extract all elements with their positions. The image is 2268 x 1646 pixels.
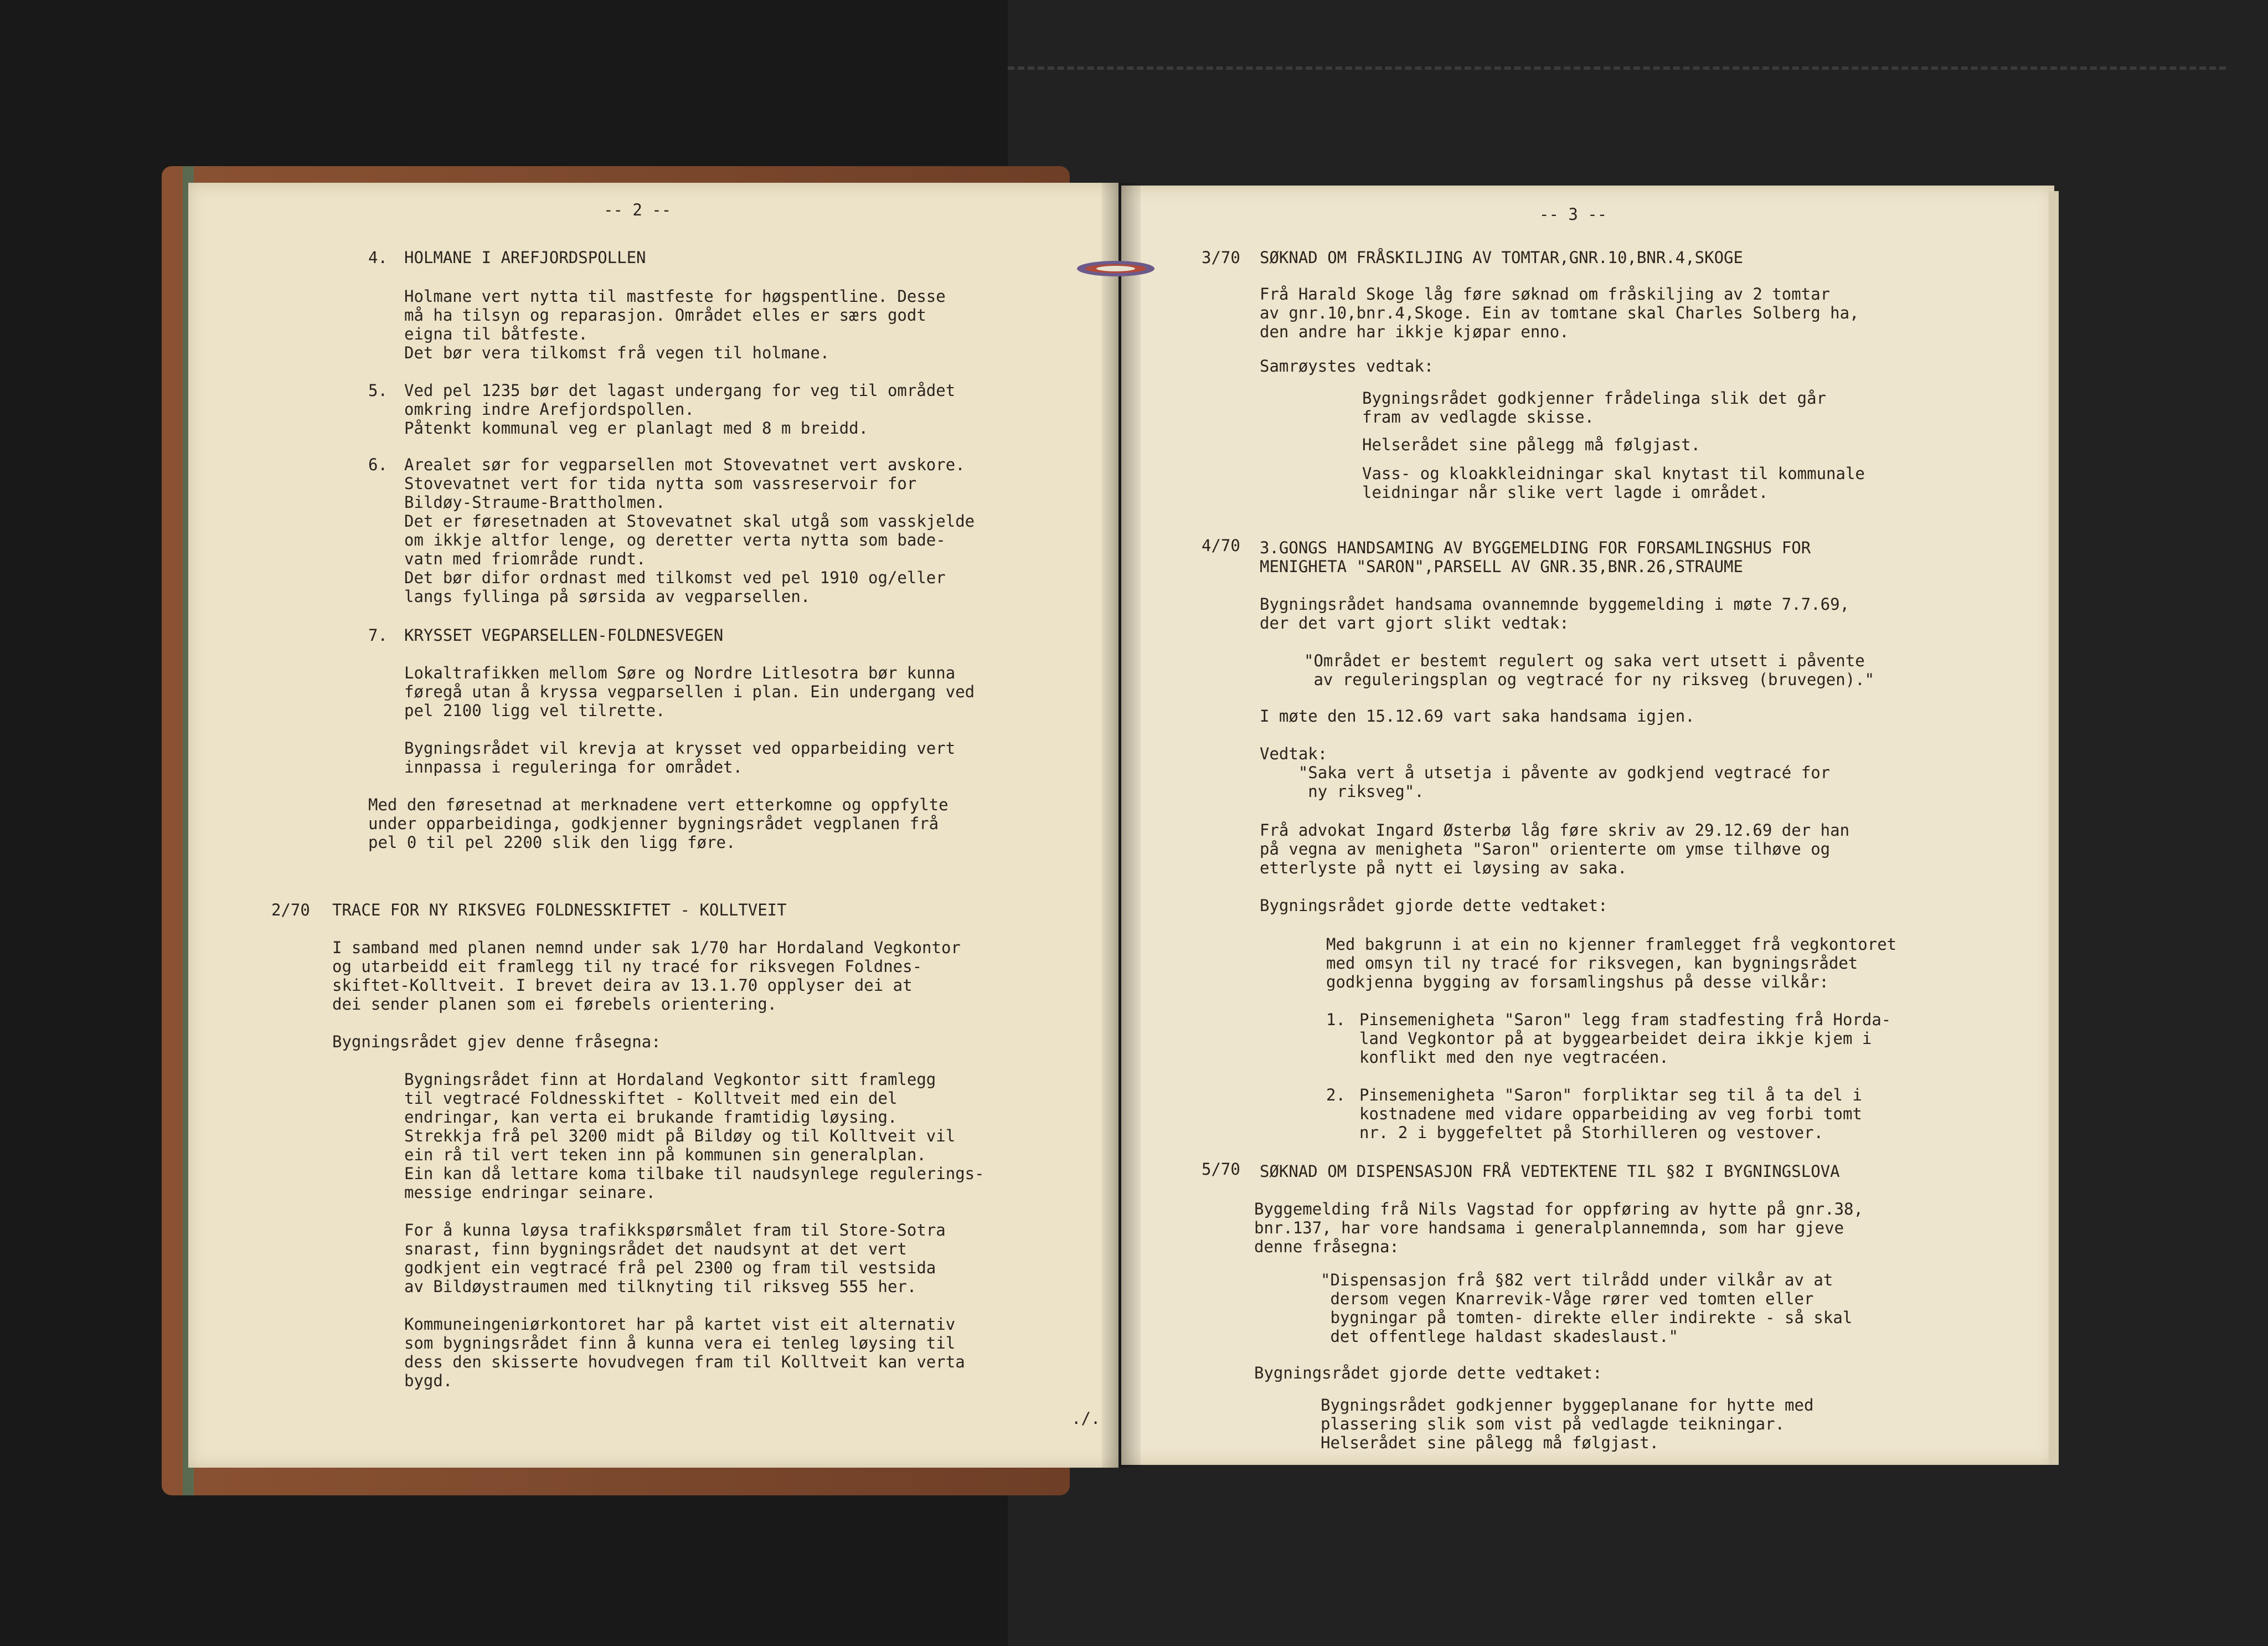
book-gutter (1102, 183, 1141, 1468)
paragraph: Vass- og kloakkleidningar skal knytast til kommunale leidningar når slike vert lagde i området. (1362, 464, 1865, 502)
dashed-ruler-line (1008, 66, 2226, 70)
paragraph: Bygningsrådet gjev denne fråsegna: (332, 1032, 661, 1051)
paragraph: Frå advokat Ingard Østerbø låg føre skriv av 29.12.69 der han på vegna av menigheta "Saron" orienterte om ymse tilhøve og etterlyste på nytt ei løysing av saka. (1260, 821, 1850, 877)
case-number: 3/70 (1202, 248, 1240, 267)
case-heading: 3.GONGS HANDSAMING AV BYGGEMELDING FOR FORSAMLINGSHUS FOR MENIGHETA "SARON",PARSELL AV GNR.35,BNR.26,STRAUME (1260, 538, 1811, 576)
item-number: 1. (1326, 1010, 1346, 1029)
paragraph: Helserådet sine pålegg må følgjast. (1362, 435, 1701, 454)
paragraph: Bygningsrådet godkjenner byggeplanane for hytte med plassering slik som vist på vedlagde teikningar. Helserådet sine pålegg må følgjast. (1321, 1396, 1814, 1452)
paragraph: For å kunna løysa trafikkspørsmålet fram til Store-Sotra snarast, finn bygningsrådet det naudsynt at det vert godkjent ein vegtracé frå pel 2300 og fram til vestsida av Bildøystraumen med tilknyting til riksveg 555 her. (404, 1221, 946, 1296)
paragraph: Lokaltrafikken mellom Søre og Nordre Litlesotra bør kunna føregå utan å kryssa vegparsellen i plan. Ein undergang ved pel 2100 ligg vel tilrette. (404, 663, 975, 720)
case-number: 2/70 (271, 901, 310, 919)
case-heading: SØKNAD OM FRÅSKILJING AV TOMTAR,GNR.10,BNR.4,SKOGE (1260, 248, 1743, 267)
case-number: 5/70 (1202, 1160, 1240, 1179)
paragraph: Arealet sør for vegparsellen mot Stovevatnet vert avskore. Stovevatnet vert for tida nytta som vassreservoir for Bildøy-Straume-Brattholmen. Det er føresetnaden at Stovevatnet skal utgå som vasskjelde om ikkje altfor lenge, og deretter verta nytta som bade- vatn med friområde rundt. Det bør difor ordnast med tilkomst ved pel 1910 og/eller langs fyllinga på sørsida av vegparsellen. (404, 455, 975, 606)
paragraph: Med den føresetnad at merknadene vert etterkomne og oppfylte under opparbeidinga, godkjenner bygningsrådet vegplanen frå pel 0 til pel 2200 slik den ligg føre. (368, 795, 949, 852)
paragraph: Ved pel 1235 bør det lagast undergang for veg til området omkring indre Arefjordspollen. Påtenkt kommunal veg er planlagt med 8 m breidd. (404, 381, 956, 438)
paragraph: Byggemelding frå Nils Vagstad for oppføring av hytte på gnr.38, bnr.137, har vore handsama i generalplannemnda, som har gjeve denne fråsegna: (1254, 1200, 1863, 1256)
section-heading: KRYSSET VEGPARSELLEN-FOLDNESVEGEN (404, 626, 724, 645)
item-number: 4. (368, 248, 388, 267)
paragraph: "Dispensasjon frå §82 vert tilrådd under vilkår av at dersom vegen Knarrevik-Våge rører ved tomten eller bygningar på tomten- direkte eller indirekte - så skal det offentlege haldast skadeslaust." (1321, 1270, 1853, 1346)
paragraph: I møte den 15.12.69 vart saka handsama igjen. (1260, 707, 1695, 726)
paragraph: Holmane vert nytta til mastfeste for høgspentline. Desse må ha tilsyn og reparasjon. Området elles er særs godt eigna til båtfeste. Det bør vera tilkomst frå vegen til holmane. (404, 287, 946, 362)
paragraph: Pinsemenigheta "Saron" forpliktar seg til å ta del i kostnadene med vidare opparbeiding av veg forbi tomt nr. 2 i byggefeltet på Storhilleren og vestover. (1359, 1086, 1862, 1142)
paragraph: Bygningsrådet handsama ovannemnde byggemelding i møte 7.7.69, der det vart gjort slikt vedtak: (1260, 595, 1850, 632)
paragraph: Bygningsrådet gjorde dette vedtaket: (1254, 1364, 1602, 1382)
item-number: 5. (368, 381, 388, 400)
paragraph: Frå Harald Skoge låg føre søknad om fråskiljing av 2 tomtar av gnr.10,bnr.4,Skoge. Ein av tomtane skal Charles Solberg ha, den andre har ikkje kjøpar enno. (1260, 285, 1859, 341)
page-number-left: -- 2 -- (604, 200, 672, 219)
paragraph: Kommuneingeniørkontoret har på kartet vist eit alternativ som bygningsrådet finn å kunna vera ei tenleg løysing til dess den skisserte hovudvegen fram til Kolltveit kan verta bygd. (404, 1315, 965, 1390)
item-number: 2. (1326, 1086, 1346, 1104)
section-heading: HOLMANE I AREFJORDSPOLLEN (404, 248, 646, 267)
item-number: 6. (368, 455, 388, 474)
binding-thread-icon (1069, 252, 1163, 285)
item-number: 7. (368, 626, 388, 645)
paragraph: Vedtak: "Saka vert å utsetja i påvente av godkjend vegtracé for ny riksveg". (1260, 744, 1831, 801)
paragraph: Samrøystes vedtak: (1260, 357, 1434, 376)
paragraph: Bygningsrådet godkjenner frådelinga slik det går fram av vedlagde skisse. (1362, 389, 1827, 426)
continuation-mark: ./. (1071, 1409, 1101, 1428)
page-edge (2049, 191, 2059, 1465)
case-heading: TRACE FOR NY RIKSVEG FOLDNESSKIFTET - KOLLTVEIT (332, 901, 787, 919)
page-number-right: -- 3 -- (1539, 205, 1607, 224)
paragraph: Bygningsrådet vil krevja at krysset ved opparbeiding vert innpassa i reguleringa for området. (404, 739, 956, 776)
paragraph: Bygningsrådet gjorde dette vedtaket: (1260, 896, 1608, 915)
case-heading: SØKNAD OM DISPENSASJON FRÅ VEDTEKTENE TIL §82 I BYGNINGSLOVA (1260, 1162, 1840, 1181)
paragraph: Bygningsrådet finn at Hordaland Vegkontor sitt framlegg til vegtracé Foldnesskiftet - Kolltveit med ein del endringar, kan verta ei brukande framtidig løysing. Strekkja frå pel 3200 midt på Bildøy og til Kolltveit vil ein rå til vert teken inn på kommunen sin generalplan. Ein kan då lettare koma tilbake til naudsynlege regulerings- messige endringar seinare. (404, 1070, 984, 1202)
case-number: 4/70 (1202, 536, 1240, 555)
paragraph: Pinsemenigheta "Saron" legg fram stadfesting frå Horda- land Vegkontor på at byggearbeidet deira ikkje kjem i konflikt med den nye vegtracéen. (1359, 1010, 1891, 1067)
paragraph: I samband med planen nemnd under sak 1/70 har Hordaland Vegkontor og utarbeidd eit framlegg til ny tracé for riksvegen Foldnes- skiftet-Kolltveit. I brevet deira av 13.1.70 opplyser dei at dei sender planen som ei førebels orientering. (332, 938, 961, 1014)
paragraph: "Området er bestemt regulert og saka vert utsett i påvente av reguleringsplan og vegtracé for ny riksveg (bruvegen)." (1304, 651, 1875, 689)
paragraph: Med bakgrunn i at ein no kjenner framlegget frå vegkontoret med omsyn til ny tracé for riksvegen, kan bygningsrådet godkjenna bygging av forsamlingshus på desse vilkår: (1326, 935, 1897, 991)
